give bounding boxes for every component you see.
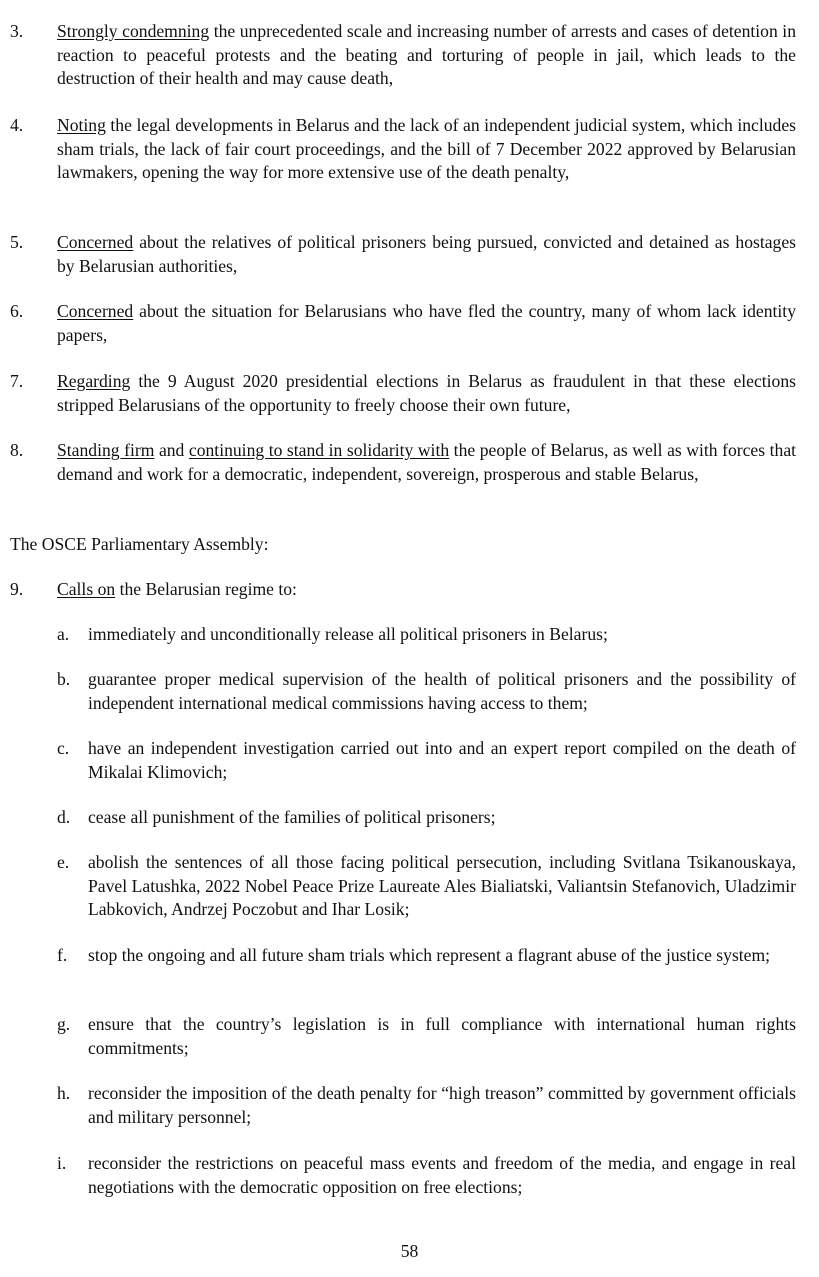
paragraph-text — [57, 300, 796, 347]
paragraph-lead-secondary: continuing to stand in solidarity with — [188, 440, 450, 460]
paragraph-body: about the situation for Belarusians who have fled the country, many of whom lack identity papers, — [57, 301, 796, 345]
paragraph-number: 7. — [10, 371, 24, 391]
page-number: 58 — [400, 1241, 419, 1261]
subitem-letter: i. — [57, 1153, 67, 1173]
paragraph-lead: Strongly condemning — [57, 21, 210, 41]
paragraph-body: the unprecedented scale and increasing number of arrests and cases of detention in reaction to peaceful protests and the beating and torturing of people in jail, which leads to the destruction of their health and may cause death, — [57, 21, 796, 88]
paragraph-number: 9. — [10, 579, 24, 599]
paragraph-text — [57, 578, 796, 602]
paragraph-text — [57, 20, 796, 91]
subitem-text: cease all punishment of the families of political prisoners; — [88, 807, 496, 827]
subitem-letter: d. — [57, 807, 71, 827]
subitem-text: ensure that the country’s legislation is in full compliance with international human rights commitments; — [88, 1014, 796, 1058]
subitem-text: have an independent investigation carried out into and an expert report compiled on the death of Mikalai Klimovich; — [88, 738, 796, 782]
subitem-text: immediately and unconditionally release all political prisoners in Belarus; — [88, 624, 608, 644]
paragraph-connector: and — [154, 440, 189, 460]
paragraph-text — [57, 439, 796, 486]
subitem-letter: b. — [57, 669, 71, 689]
paragraph-number: 8. — [10, 440, 24, 460]
paragraph-lead: Regarding — [57, 371, 131, 391]
assembly-line: The OSCE Parliamentary Assembly: — [10, 534, 269, 554]
paragraph-body: the 9 August 2020 presidential elections in Belarus as fraudulent in that these elections stripped Belarusians of the opportunity to freely choose their own future, — [57, 371, 796, 415]
paragraph-number: 6. — [10, 301, 24, 321]
subitem-text: reconsider the imposition of the death penalty for “high treason” committed by government officials and military personnel; — [88, 1083, 796, 1127]
paragraph-number: 5. — [10, 232, 24, 252]
paragraph-lead: Concerned — [57, 232, 134, 252]
paragraph-text — [57, 114, 796, 185]
paragraph-text — [57, 370, 796, 417]
subitem-text: guarantee proper medical supervision of the health of political prisoners and the possibility of independent international medical commissions having access to them; — [88, 669, 796, 713]
subitem-text: reconsider the restrictions on peaceful mass events and freedom of the media, and engage in real negotiations with the democratic opposition on free elections; — [88, 1153, 796, 1197]
subitem-letter: c. — [57, 738, 70, 758]
paragraph-body: about the relatives of political prisoners being pursued, convicted and detained as hostages by Belarusian authorities, — [57, 232, 796, 276]
subitem-letter: e. — [57, 852, 70, 872]
paragraph-number: 3. — [10, 21, 24, 41]
paragraph-number: 4. — [10, 115, 24, 135]
paragraph-lead: Standing firm — [57, 440, 155, 460]
subitem-text: abolish the sentences of all those facing political persecution, including Svitlana Tsikanouskaya, Pavel Latushka, 2022 Nobel Peace Prize Laureate Ales Bialiatski, Valiantsin Stefanovich, Uladzimir Labkovich, Andrzej Poczobut and Ihar Losik; — [88, 852, 796, 919]
subitem-text: stop the ongoing and all future sham trials which represent a flagrant abuse of the justice system; — [88, 945, 771, 965]
paragraph-lead: Noting — [57, 115, 106, 135]
subitem-letter: f. — [57, 945, 68, 965]
paragraph-body: the legal developments in Belarus and the lack of an independent judicial system, which includes sham trials, the lack of fair court proceedings, and the bill of 7 December 2022 approved by Belarusian lawmakers, opening the way for more extensive use of the death penalty, — [57, 115, 796, 182]
subitem-letter: h. — [57, 1083, 71, 1103]
paragraph-body: the Belarusian regime to: — [115, 579, 297, 599]
paragraph-lead: Calls on — [57, 579, 116, 599]
subitem-letter: a. — [57, 624, 70, 644]
paragraph-body: the people of Belarus, as well as with forces that demand and work for a democratic, independent, sovereign, prosperous and stable Belarus, — [57, 440, 797, 484]
paragraph-text — [57, 231, 796, 278]
subitem-letter: g. — [57, 1014, 71, 1034]
paragraph-lead: Concerned — [57, 301, 134, 321]
